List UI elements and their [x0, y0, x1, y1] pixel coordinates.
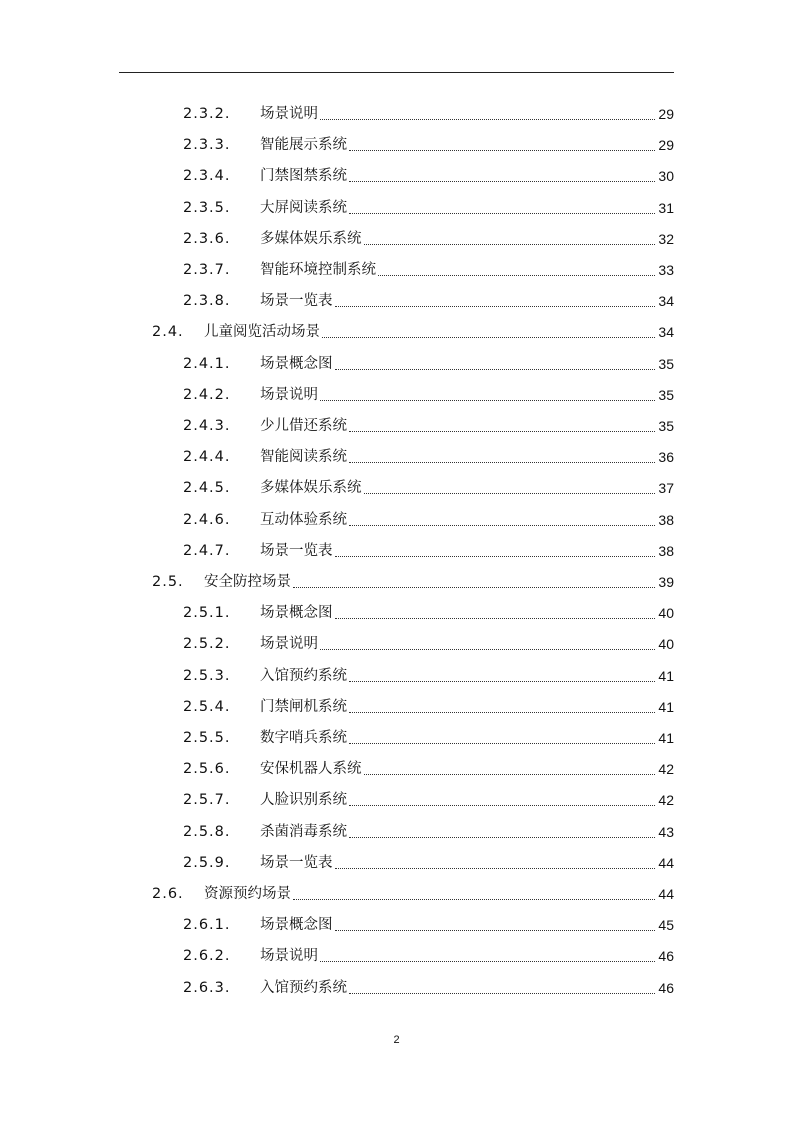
toc-entry-title: 场景概念图 — [260, 917, 333, 934]
toc-entry-number: 2.5.9. — [183, 854, 231, 871]
toc-entry[interactable] — [183, 438, 674, 466]
toc-entry[interactable] — [183, 813, 674, 841]
toc-entry-title: 场景说明 — [260, 948, 318, 965]
toc-entry-page: 31 — [658, 199, 674, 216]
toc-entry-title: 儿童阅览活动场景 — [204, 324, 320, 341]
toc-dot-leader — [349, 681, 655, 682]
toc-entry-number: 2.6. — [152, 886, 184, 902]
toc-entry-number: 2.5.3. — [183, 667, 231, 684]
toc-entry-page: 30 — [658, 168, 674, 185]
toc-dot-leader — [293, 899, 655, 900]
toc-entry-title: 安保机器人系统 — [260, 761, 362, 778]
toc-entry-number: 2.3.5. — [183, 199, 231, 216]
toc-entry[interactable] — [183, 126, 674, 154]
toc-entry[interactable] — [183, 844, 674, 872]
toc-dot-leader — [364, 493, 656, 494]
toc-dot-leader — [335, 556, 656, 557]
toc-dot-leader — [320, 119, 655, 120]
toc-entry-page: 35 — [658, 386, 674, 403]
toc-entry-number: 2.6.2. — [183, 948, 231, 965]
toc-entry-number: 2.4.5. — [183, 480, 231, 497]
toc-entry-number: 2.3.6. — [183, 230, 231, 247]
toc-entry[interactable] — [183, 906, 674, 934]
toc-entry[interactable] — [183, 969, 674, 997]
toc-entry-page: 38 — [658, 542, 674, 559]
toc-entry[interactable] — [183, 189, 674, 217]
toc-dot-leader — [293, 587, 655, 588]
toc-entry[interactable] — [183, 719, 674, 747]
toc-entry-number: 2.4.6. — [183, 511, 231, 528]
toc-dot-leader — [335, 930, 656, 931]
toc-entry-number: 2.5.7. — [183, 792, 231, 809]
toc-entry-title: 安全防控场景 — [204, 574, 291, 590]
toc-entry-page: 32 — [658, 230, 674, 247]
toc-entry-title: 数字哨兵系统 — [260, 730, 347, 746]
toc-dot-leader — [349, 431, 655, 432]
toc-dot-leader — [349, 837, 655, 838]
toc-entry-title: 智能环境控制系统 — [260, 262, 376, 278]
toc-entry-page: 41 — [658, 667, 674, 684]
toc-entry[interactable] — [183, 594, 674, 622]
toc-entry-page: 42 — [658, 792, 674, 809]
toc-entry-page: 35 — [658, 418, 674, 434]
toc-entry-page: 44 — [658, 854, 674, 871]
toc-entry[interactable] — [183, 625, 674, 653]
toc-entry-page: 46 — [658, 979, 674, 996]
toc-dot-leader — [349, 743, 655, 744]
toc-entry-number: 2.4. — [152, 324, 184, 341]
toc-entry-title: 多媒体娱乐系统 — [260, 230, 362, 247]
toc-entry-title: 智能阅读系统 — [260, 449, 347, 466]
toc-entry-number: 2.5. — [152, 574, 184, 590]
toc-dot-leader — [335, 306, 656, 307]
toc-entry[interactable] — [183, 501, 674, 529]
toc-entry-page: 34 — [658, 293, 674, 310]
toc-entry-title: 互动体验系统 — [260, 511, 347, 528]
toc-entry[interactable] — [183, 376, 674, 404]
toc-entry-page: 40 — [658, 605, 674, 622]
toc-entry-title: 场景概念图 — [260, 355, 333, 372]
toc-dot-leader — [364, 774, 656, 775]
toc-entry[interactable] — [152, 313, 674, 341]
toc-entry-title: 门禁闸机系统 — [260, 698, 347, 715]
toc-entry-title: 入馆预约系统 — [260, 979, 347, 996]
toc-entry-number: 2.3.7. — [183, 262, 231, 278]
toc-entry-number: 2.5.1. — [183, 605, 231, 622]
toc-entry-title: 人脸识别系统 — [260, 792, 347, 809]
toc-entry-title: 场景说明 — [260, 106, 318, 122]
toc-entry-title: 资源预约场景 — [204, 886, 291, 902]
toc-dot-leader — [335, 369, 656, 370]
toc-entry-page: 36 — [658, 449, 674, 466]
header-rule — [119, 72, 674, 73]
toc-entry-title: 场景说明 — [260, 636, 318, 653]
toc-entry-page: 34 — [658, 324, 674, 341]
toc-dot-leader — [320, 400, 655, 401]
toc-dot-leader — [349, 213, 655, 214]
toc-entry[interactable] — [183, 937, 674, 965]
toc-entry[interactable] — [183, 532, 674, 560]
toc-entry-page: 41 — [658, 730, 674, 746]
toc-entry-title: 场景一览表 — [260, 854, 333, 871]
toc-entry-title: 智能展示系统 — [260, 137, 347, 154]
toc-entry-number: 2.5.6. — [183, 761, 231, 778]
toc-entry-page: 44 — [658, 886, 674, 902]
toc-entry-page: 42 — [658, 761, 674, 778]
toc-entry-page: 29 — [658, 137, 674, 154]
toc-entry-title: 入馆预约系统 — [260, 667, 347, 684]
toc-dot-leader — [349, 462, 655, 463]
toc-entry-number: 2.4.7. — [183, 542, 231, 559]
toc-dot-leader — [378, 275, 655, 276]
toc-entry[interactable] — [183, 282, 674, 310]
toc-entry[interactable] — [183, 220, 674, 248]
toc-dot-leader — [349, 805, 655, 806]
toc-entry[interactable] — [183, 251, 674, 279]
toc-entry-number: 2.4.2. — [183, 386, 231, 403]
toc-entry-title: 少儿借还系统 — [260, 418, 347, 434]
toc-entry-page: 37 — [658, 480, 674, 497]
toc-entry-number: 2.5.2. — [183, 636, 231, 653]
toc-entry-page: 39 — [658, 574, 674, 590]
toc-entry[interactable] — [183, 688, 674, 716]
toc-entry[interactable] — [183, 157, 674, 185]
toc-entry-title: 多媒体娱乐系统 — [260, 480, 362, 497]
toc-entry[interactable] — [152, 563, 674, 591]
toc-entry-number: 2.3.4. — [183, 168, 231, 185]
toc-entry[interactable] — [183, 95, 674, 123]
toc-entry-page: 33 — [658, 262, 674, 278]
toc-entry-title: 场景概念图 — [260, 605, 333, 622]
toc-dot-leader — [335, 868, 656, 869]
toc-dot-leader — [320, 961, 655, 962]
toc-entry-number: 2.4.4. — [183, 449, 231, 466]
toc-entry-title: 场景说明 — [260, 386, 318, 403]
toc-dot-leader — [349, 525, 655, 526]
page-number: 2 — [393, 1034, 400, 1046]
toc-entry-number: 2.5.5. — [183, 730, 231, 746]
toc-entry[interactable] — [183, 469, 674, 497]
toc-dot-leader — [349, 993, 655, 994]
toc-entry-page: 43 — [658, 823, 674, 840]
toc-entry-title: 杀菌消毒系统 — [260, 823, 347, 840]
toc-entry-number: 2.3.8. — [183, 293, 231, 310]
toc-entry[interactable] — [183, 407, 674, 435]
toc-entry-number: 2.3.2. — [183, 106, 231, 122]
toc-dot-leader — [349, 181, 655, 182]
toc-dot-leader — [320, 649, 655, 650]
toc-entry[interactable] — [183, 345, 674, 373]
toc-entry-number: 2.5.8. — [183, 823, 231, 840]
toc-entry-number: 2.6.3. — [183, 979, 231, 996]
toc-entry-title: 场景一览表 — [260, 542, 333, 559]
toc-dot-leader — [349, 150, 655, 151]
toc-entry-number: 2.5.4. — [183, 698, 231, 715]
toc-entry-number: 2.3.3. — [183, 137, 231, 154]
toc-entry-page: 29 — [658, 106, 674, 122]
toc-entry-number: 2.4.3. — [183, 418, 231, 434]
toc-dot-leader — [335, 618, 656, 619]
toc-entry-page: 46 — [658, 948, 674, 965]
toc-entry-page: 40 — [658, 636, 674, 653]
toc-entry-number: 2.6.1. — [183, 917, 231, 934]
toc-entry[interactable] — [183, 750, 674, 778]
toc-entry-page: 38 — [658, 511, 674, 528]
toc-dot-leader — [349, 712, 655, 713]
toc-entry[interactable] — [183, 657, 674, 685]
toc-entry-number: 2.4.1. — [183, 355, 231, 372]
toc-entry-page: 35 — [658, 355, 674, 372]
toc-dot-leader — [322, 337, 655, 338]
toc-entry[interactable] — [183, 781, 674, 809]
toc-entry-page: 41 — [658, 698, 674, 715]
toc-entry-page: 45 — [658, 917, 674, 934]
toc-entry-title: 大屏阅读系统 — [260, 199, 347, 216]
toc-entry-title: 门禁图禁系统 — [260, 168, 347, 185]
toc-entry-title: 场景一览表 — [260, 293, 333, 310]
toc-entry[interactable] — [152, 875, 674, 903]
toc-dot-leader — [364, 244, 656, 245]
